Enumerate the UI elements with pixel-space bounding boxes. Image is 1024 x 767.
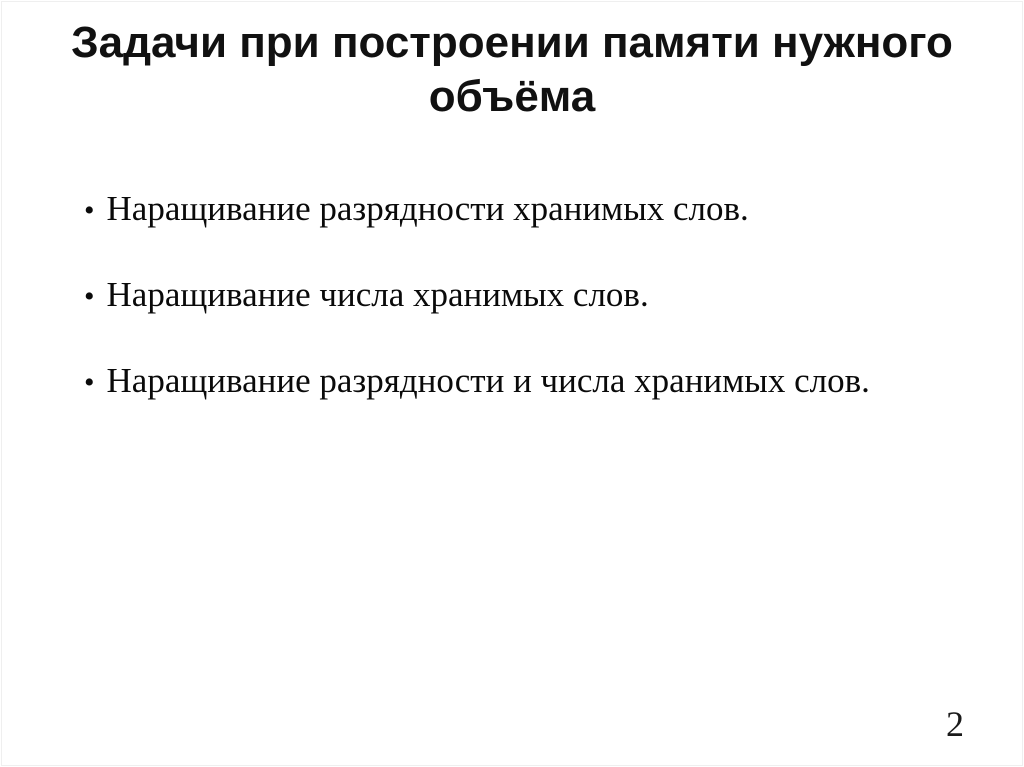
bullet-text: Наращивание разрядности хранимых слов. [106, 189, 749, 228]
bullet-text: Наращивание числа хранимых слов. [106, 275, 649, 314]
bullet-point-icon: • [84, 280, 95, 313]
list-item [84, 272, 870, 319]
list-item [84, 186, 870, 233]
bullet-text: Наращивание разрядности и числа хранимых слов. [106, 361, 870, 400]
bullet-list [84, 186, 870, 444]
page-number: 2 [946, 704, 964, 744]
bullet-point-icon: • [84, 366, 95, 399]
list-item [84, 358, 870, 405]
bullet-point-icon: • [84, 194, 95, 227]
slide-title: Задачи при построении памяти нужного объёма [71, 18, 953, 121]
